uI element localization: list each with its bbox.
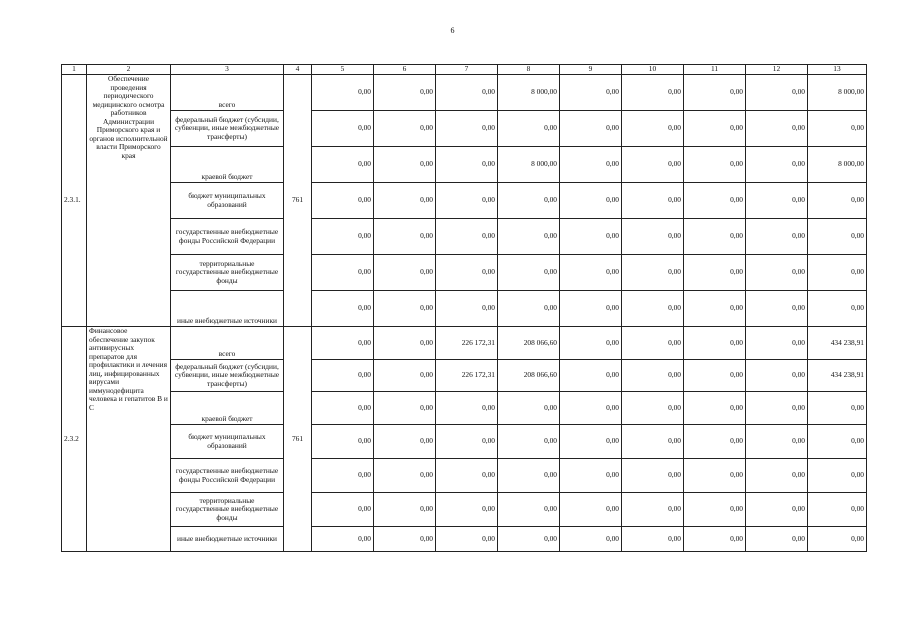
amount-cell: 0,00 xyxy=(746,255,808,291)
amount-cell: 0,00 xyxy=(374,493,436,527)
amount-cell: 0,00 xyxy=(374,219,436,255)
funding-source: территориальные государственные внебюджетные фонды xyxy=(171,493,284,527)
amount-cell: 0,00 xyxy=(312,493,374,527)
amount-cell: 0,00 xyxy=(684,255,746,291)
amount-cell: 0,00 xyxy=(312,459,374,493)
amount-cell: 0,00 xyxy=(560,111,622,147)
amount-cell: 0,00 xyxy=(684,111,746,147)
amount-cell: 0,00 xyxy=(560,459,622,493)
funding-source: всего xyxy=(171,75,284,111)
amount-cell: 208 066,60 xyxy=(498,327,560,360)
amount-cell: 0,00 xyxy=(374,527,436,552)
amount-cell: 0,00 xyxy=(622,425,684,459)
amount-cell: 0,00 xyxy=(312,425,374,459)
amount-cell: 0,00 xyxy=(746,327,808,360)
amount-cell: 0,00 xyxy=(808,527,867,552)
header-cell: 3 xyxy=(171,65,284,75)
amount-cell: 0,00 xyxy=(622,291,684,327)
amount-cell: 0,00 xyxy=(684,360,746,392)
amount-cell: 0,00 xyxy=(622,493,684,527)
header-cell: 9 xyxy=(560,65,622,75)
amount-cell: 0,00 xyxy=(498,459,560,493)
amount-cell: 0,00 xyxy=(436,183,498,219)
amount-cell: 0,00 xyxy=(746,111,808,147)
amount-cell: 0,00 xyxy=(684,493,746,527)
amount-cell: 0,00 xyxy=(436,493,498,527)
row-description: Финансовое обеспечение закупок антивирусных препаратов для профилактики и лечения лиц, инфицированных вирусами иммунодефицита человека и гепатитов В и С xyxy=(87,327,171,552)
funding-source: всего xyxy=(171,327,284,360)
amount-cell: 0,00 xyxy=(684,392,746,425)
amount-cell: 0,00 xyxy=(436,459,498,493)
table-row xyxy=(62,527,867,552)
funding-source: иные внебюджетные источники xyxy=(171,527,284,552)
amount-cell: 434 238,91 xyxy=(808,360,867,392)
amount-cell: 0,00 xyxy=(622,360,684,392)
amount-cell: 0,00 xyxy=(622,147,684,183)
page-number: 6 xyxy=(450,26,455,35)
amount-cell: 0,00 xyxy=(746,392,808,425)
amount-cell: 0,00 xyxy=(622,75,684,111)
amount-cell: 0,00 xyxy=(622,219,684,255)
amount-cell: 0,00 xyxy=(312,147,374,183)
table-row xyxy=(62,493,867,527)
header-cell: 5 xyxy=(312,65,374,75)
funding-source: бюджет муниципальных образований xyxy=(171,425,284,459)
amount-cell: 0,00 xyxy=(622,327,684,360)
amount-cell: 0,00 xyxy=(560,493,622,527)
amount-cell: 0,00 xyxy=(560,527,622,552)
amount-cell: 8 000,00 xyxy=(808,75,867,111)
amount-cell: 0,00 xyxy=(374,147,436,183)
amount-cell: 0,00 xyxy=(746,219,808,255)
amount-cell: 0,00 xyxy=(684,183,746,219)
amount-cell: 8 000,00 xyxy=(808,147,867,183)
amount-cell: 0,00 xyxy=(622,527,684,552)
amount-cell: 0,00 xyxy=(808,219,867,255)
amount-cell: 0,00 xyxy=(560,327,622,360)
amount-cell: 0,00 xyxy=(808,291,867,327)
table-row xyxy=(62,219,867,255)
table-row xyxy=(62,255,867,291)
amount-cell: 0,00 xyxy=(808,493,867,527)
header-cell: 8 xyxy=(498,65,560,75)
amount-cell: 0,00 xyxy=(684,147,746,183)
amount-cell: 0,00 xyxy=(374,255,436,291)
amount-cell: 0,00 xyxy=(374,75,436,111)
header-row xyxy=(62,65,867,75)
amount-cell: 0,00 xyxy=(436,111,498,147)
amount-cell: 0,00 xyxy=(560,392,622,425)
funding-source: федеральный бюджет (субсидии, субвенции, иные межбюджетные трансферты) xyxy=(171,360,284,392)
amount-cell: 0,00 xyxy=(684,527,746,552)
amount-cell: 0,00 xyxy=(560,219,622,255)
amount-cell: 8 000,00 xyxy=(498,75,560,111)
amount-cell: 0,00 xyxy=(312,527,374,552)
amount-cell: 0,00 xyxy=(312,291,374,327)
amount-cell: 0,00 xyxy=(312,255,374,291)
amount-cell: 0,00 xyxy=(808,392,867,425)
amount-cell: 0,00 xyxy=(498,183,560,219)
amount-cell: 0,00 xyxy=(312,360,374,392)
amount-cell: 0,00 xyxy=(684,327,746,360)
header-cell: 1 xyxy=(62,65,87,75)
amount-cell: 0,00 xyxy=(498,527,560,552)
amount-cell: 0,00 xyxy=(312,111,374,147)
amount-cell: 0,00 xyxy=(436,255,498,291)
amount-cell: 0,00 xyxy=(374,425,436,459)
amount-cell: 0,00 xyxy=(684,425,746,459)
amount-cell: 0,00 xyxy=(436,527,498,552)
amount-cell: 0,00 xyxy=(808,183,867,219)
amount-cell: 0,00 xyxy=(560,147,622,183)
funding-source: государственные внебюджетные фонды Российской Федерации xyxy=(171,459,284,493)
budget-table xyxy=(61,64,867,552)
header-cell: 11 xyxy=(684,65,746,75)
header-cell: 4 xyxy=(284,65,312,75)
amount-cell: 0,00 xyxy=(684,219,746,255)
amount-cell: 0,00 xyxy=(312,183,374,219)
amount-cell: 0,00 xyxy=(560,75,622,111)
amount-cell: 0,00 xyxy=(436,392,498,425)
amount-cell: 0,00 xyxy=(374,291,436,327)
amount-cell: 0,00 xyxy=(746,425,808,459)
amount-cell: 0,00 xyxy=(498,111,560,147)
funding-source: федеральный бюджет (субсидии, субвенции, иные межбюджетные трансферты) xyxy=(171,111,284,147)
amount-cell: 0,00 xyxy=(560,425,622,459)
funding-source: краевой бюджет xyxy=(171,392,284,425)
header-cell: 7 xyxy=(436,65,498,75)
table-row xyxy=(62,291,867,327)
amount-cell: 0,00 xyxy=(746,360,808,392)
header-cell: 10 xyxy=(622,65,684,75)
amount-cell: 0,00 xyxy=(746,147,808,183)
table-row xyxy=(62,147,867,183)
amount-cell: 0,00 xyxy=(808,425,867,459)
amount-cell: 0,00 xyxy=(436,75,498,111)
amount-cell: 0,00 xyxy=(560,360,622,392)
funding-source: бюджет муниципальных образований xyxy=(171,183,284,219)
amount-cell: 0,00 xyxy=(560,255,622,291)
table-row xyxy=(62,360,867,392)
header-cell: 12 xyxy=(746,65,808,75)
table-row xyxy=(62,392,867,425)
table-row xyxy=(62,459,867,493)
table-row xyxy=(62,425,867,459)
funding-source: территориальные государственные внебюджетные фонды xyxy=(171,255,284,291)
amount-cell: 0,00 xyxy=(436,219,498,255)
amount-cell: 226 172,31 xyxy=(436,327,498,360)
amount-cell: 0,00 xyxy=(684,291,746,327)
amount-cell: 0,00 xyxy=(622,183,684,219)
amount-cell: 0,00 xyxy=(746,75,808,111)
amount-cell: 0,00 xyxy=(622,459,684,493)
amount-cell: 0,00 xyxy=(312,327,374,360)
amount-cell: 0,00 xyxy=(498,291,560,327)
amount-cell: 0,00 xyxy=(374,392,436,425)
amount-cell: 0,00 xyxy=(374,360,436,392)
header-cell: 2 xyxy=(87,65,171,75)
amount-cell: 0,00 xyxy=(746,527,808,552)
amount-cell: 0,00 xyxy=(312,219,374,255)
funding-source: государственные внебюджетные фонды Российской Федерации xyxy=(171,219,284,255)
amount-cell: 0,00 xyxy=(498,493,560,527)
amount-cell: 0,00 xyxy=(808,255,867,291)
amount-cell: 0,00 xyxy=(312,392,374,425)
row-description: Обеспечение проведения периодического медицинского осмотра работников Администрации Приморского края и органов исполнительной власти Приморского края xyxy=(87,75,171,327)
amount-cell: 0,00 xyxy=(622,111,684,147)
amount-cell: 0,00 xyxy=(374,111,436,147)
amount-cell: 0,00 xyxy=(684,75,746,111)
table-row xyxy=(62,327,867,360)
funding-source: краевой бюджет xyxy=(171,147,284,183)
amount-cell: 0,00 xyxy=(436,147,498,183)
row-id: 2.3.1. xyxy=(62,75,87,327)
header-cell: 13 xyxy=(808,65,867,75)
amount-cell: 0,00 xyxy=(312,75,374,111)
amount-cell: 0,00 xyxy=(498,392,560,425)
amount-cell: 0,00 xyxy=(808,111,867,147)
amount-cell: 0,00 xyxy=(622,255,684,291)
amount-cell: 0,00 xyxy=(436,425,498,459)
amount-cell: 0,00 xyxy=(684,459,746,493)
amount-cell: 0,00 xyxy=(498,219,560,255)
amount-cell: 0,00 xyxy=(498,255,560,291)
amount-cell: 0,00 xyxy=(374,183,436,219)
header-cell: 6 xyxy=(374,65,436,75)
amount-cell: 0,00 xyxy=(436,291,498,327)
budget-code: 761 xyxy=(284,75,312,327)
amount-cell: 0,00 xyxy=(622,392,684,425)
amount-cell: 226 172,31 xyxy=(436,360,498,392)
amount-cell: 208 066,60 xyxy=(498,360,560,392)
amount-cell: 0,00 xyxy=(560,183,622,219)
amount-cell: 0,00 xyxy=(498,425,560,459)
funding-source: иные внебюджетные источники xyxy=(171,291,284,327)
amount-cell: 0,00 xyxy=(808,459,867,493)
amount-cell: 0,00 xyxy=(746,459,808,493)
table-body xyxy=(62,65,867,552)
row-id: 2.3.2 xyxy=(62,327,87,552)
amount-cell: 434 238,91 xyxy=(808,327,867,360)
amount-cell: 8 000,00 xyxy=(498,147,560,183)
table-row xyxy=(62,111,867,147)
table-row xyxy=(62,75,867,111)
table-row xyxy=(62,183,867,219)
amount-cell: 0,00 xyxy=(746,183,808,219)
amount-cell: 0,00 xyxy=(374,327,436,360)
amount-cell: 0,00 xyxy=(374,459,436,493)
amount-cell: 0,00 xyxy=(560,291,622,327)
amount-cell: 0,00 xyxy=(746,291,808,327)
budget-code: 761 xyxy=(284,327,312,552)
amount-cell: 0,00 xyxy=(746,493,808,527)
